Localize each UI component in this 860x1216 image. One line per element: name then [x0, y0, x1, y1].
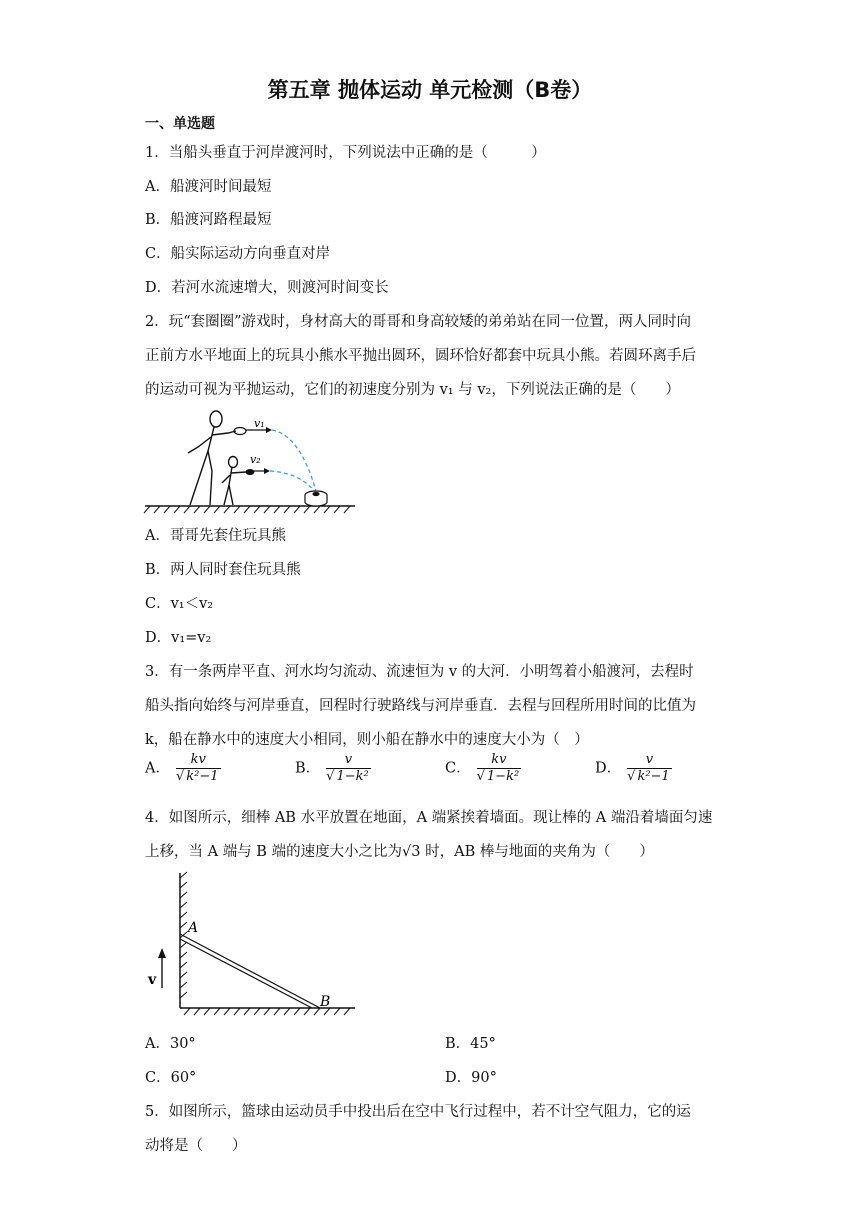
v2-label: v₂	[250, 453, 261, 466]
rod-ab	[180, 934, 320, 1008]
q3-option-d: D． $\frac{v}{\text{√ k²−1}}$	[595, 752, 670, 784]
toy-bear	[305, 491, 327, 506]
q1-stem: 1．当船头垂直于河岸渡河时，下列说法中正确的是（ ）	[145, 145, 546, 161]
q1-option-d: D．若河水流速增大，则渡河时间变长	[145, 280, 389, 296]
brother-figure	[188, 411, 236, 505]
q2-option-b: B．两人同时套住玩具熊	[145, 562, 301, 578]
q4-option-a: A．30°	[145, 1036, 196, 1052]
q2-option-d: D．v₁=v₂	[145, 630, 212, 646]
v1-arrowhead	[266, 427, 272, 433]
little-brother-figure	[222, 457, 246, 506]
q1-option-a: A．船渡河时间最短	[145, 179, 272, 195]
q2-option-a: A．哥哥先套住玩具熊	[145, 528, 286, 544]
v-arrowhead	[158, 948, 166, 958]
q4-option-d: D．90°	[445, 1070, 497, 1086]
trajectory-2	[270, 471, 314, 491]
q3-option-c: C． $\frac{kv}{\text{√ 1−k²}}$	[445, 752, 520, 784]
label-b: B	[320, 994, 331, 1010]
q4-stem-line2: 上移，当 A 端与 B 端的速度大小之比为√3 时，AB 棒与地面的夹角为（ ）	[145, 844, 654, 860]
q2-stem-line2: 正前方水平地面上的玩具小熊水平抛出圆环，圆环恰好都套中玩具小熊。若圆环离手后	[145, 348, 696, 364]
q1-option-c: C．船实际运动方向垂直对岸	[145, 246, 331, 262]
q3-option-b: B． $\frac{v}{\text{√ 1−k²}}$	[295, 752, 369, 784]
q2-stem-line1: 2．玩“套圈圈”游戏时，身材高大的哥哥和身高较矮的弟弟站在同一位置，两人同时向	[145, 314, 692, 330]
label-a: A	[188, 920, 199, 936]
q3-stem-line2: 船头指向始终与河岸垂直，回程时行驶路线与河岸垂直．去程与回程所用时间的比值为	[145, 698, 696, 714]
q2-option-c: C．v₁＜v₂	[145, 596, 214, 612]
ring-2	[246, 470, 254, 475]
section-heading: 一、单选题	[145, 116, 215, 132]
q1-option-b: B．船渡河路程最短	[145, 212, 272, 228]
q4-option-c: C．60°	[145, 1070, 197, 1086]
q4-option-b: B．45°	[445, 1036, 496, 1052]
q2-stem-line3: 的运动可视为平抛运动，它们的初速度分别为 v₁ 与 v₂，下列说法正确的是（ ）	[145, 382, 680, 398]
rod-wall-figure	[140, 868, 370, 1023]
q3-stem-line1: 3．有一条两岸平直、河水均匀流动、流速恒为 v 的大河．小明驾着小船渡河，去程时	[145, 664, 694, 680]
ring-toss-figure	[140, 405, 360, 515]
q3-stem-line3: k，船在静水中的速度大小相同，则小船在静水中的速度大小为（ ）	[145, 732, 589, 748]
trajectory-1	[272, 430, 316, 491]
q3-option-a: A． $\frac{kv}{\text{√ k²−1}}$	[145, 752, 219, 784]
page-title: 第五章 抛体运动 单元检测（B卷）	[267, 78, 593, 102]
q5-stem-line1: 5．如图所示，篮球由运动员手中投出后在空中飞行过程中，若不计空气阻力，它的运	[145, 1104, 691, 1120]
q5-stem-line2: 动将是（ ）	[145, 1138, 247, 1154]
v1-label: v₁	[254, 417, 265, 430]
v2-arrowhead	[264, 468, 270, 474]
q4-stem-line1: 4．如图所示，细棒 AB 水平放置在地面，A 端紧挨着墙面。现让棒的 A 端沿着墙面匀速	[145, 810, 713, 826]
label-v: v	[148, 972, 157, 988]
